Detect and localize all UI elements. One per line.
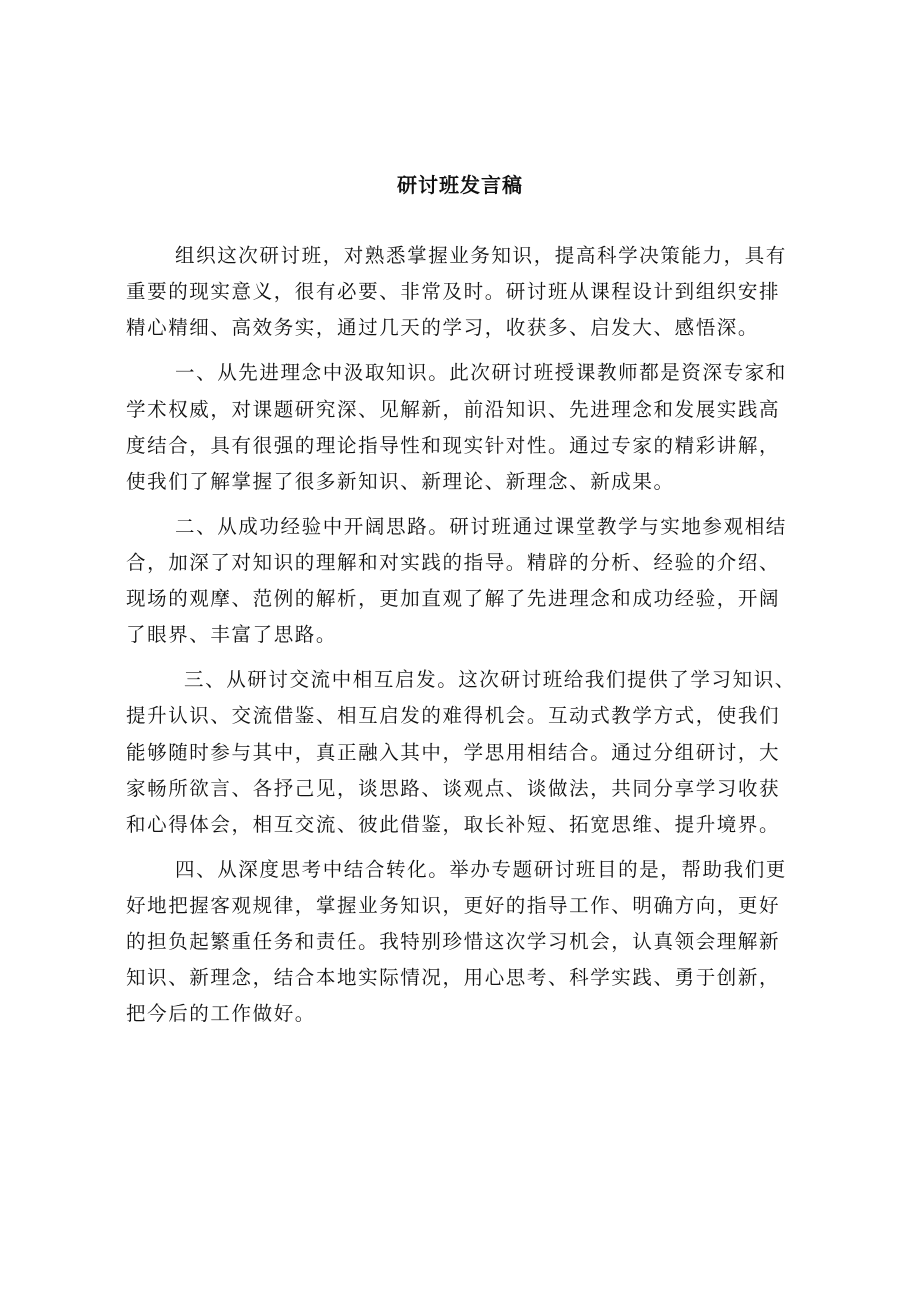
paragraph-line: 精心精细、高效务实，通过几天的学习，收获多、启发大、感悟深。 xyxy=(126,316,760,339)
paragraph-line: 提升认识、交流借鉴、相互启发的难得机会。互动式教学方式，使我们 xyxy=(126,704,781,727)
paragraph-line: 能够随时参与其中，真正融入其中，学思用相结合。通过分组研讨，大 xyxy=(126,741,781,764)
paragraph-line: 重要的现实意义，很有必要、非常及时。研讨班从课程设计到组织安排 xyxy=(126,280,781,303)
paragraph-line: 知识、新理念，结合本地实际情况，用心思考、科学实践、勇于创新， xyxy=(126,966,781,989)
document-title: 研讨班发言稿 xyxy=(397,173,523,197)
paragraph-line: 好地把握客观规律，掌握业务知识，更好的指导工作、明确方向，更好 xyxy=(126,894,781,917)
paragraph-line: 了眼界、丰富了思路。 xyxy=(126,623,338,646)
paragraph-line: 一、从先进理念中汲取知识。此次研讨班授课教师都是资深专家和 xyxy=(175,361,787,384)
paragraph-line: 家畅所欲言、各抒己见，谈思路、谈观点、谈做法，共同分享学习收获 xyxy=(126,777,781,800)
paragraph-line: 合，加深了对知识的理解和对实践的指导。精辟的分析、经验的介绍、 xyxy=(126,551,781,574)
paragraph-line: 三、从研讨交流中相互启发。这次研讨班给我们提供了学习知识、 xyxy=(184,668,796,691)
paragraph-line: 四、从深度思考中结合转化。举办专题研讨班目的是，帮助我们更 xyxy=(175,858,787,881)
paragraph-line: 的担负起繁重任务和责任。我特别珍惜这次学习机会，认真领会理解新 xyxy=(126,930,781,953)
paragraph-line: 和心得体会，相互交流、彼此借鉴，取长补短、拓宽思维、提升境界。 xyxy=(126,813,781,836)
paragraph-line: 使我们了解掌握了很多新知识、新理论、新理念、新成果。 xyxy=(126,470,675,493)
paragraph-line: 学术权威，对课题研究深、见解新，前沿知识、先进理念和发展实践高 xyxy=(126,398,781,421)
paragraph-line: 现场的观摩、范例的解析，更加直观了解了先进理念和成功经验，开阔 xyxy=(126,587,781,610)
paragraph-line: 二、从成功经验中开阔思路。研讨班通过课堂教学与实地参观相结 xyxy=(175,515,787,538)
paragraph-line: 组织这次研讨班，对熟悉掌握业务知识，提高科学决策能力，具有 xyxy=(175,244,787,267)
paragraph-line: 度结合，具有很强的理论指导性和现实针对性。通过专家的精彩讲解， xyxy=(126,434,781,457)
paragraph-line: 把今后的工作做好。 xyxy=(126,1002,316,1025)
